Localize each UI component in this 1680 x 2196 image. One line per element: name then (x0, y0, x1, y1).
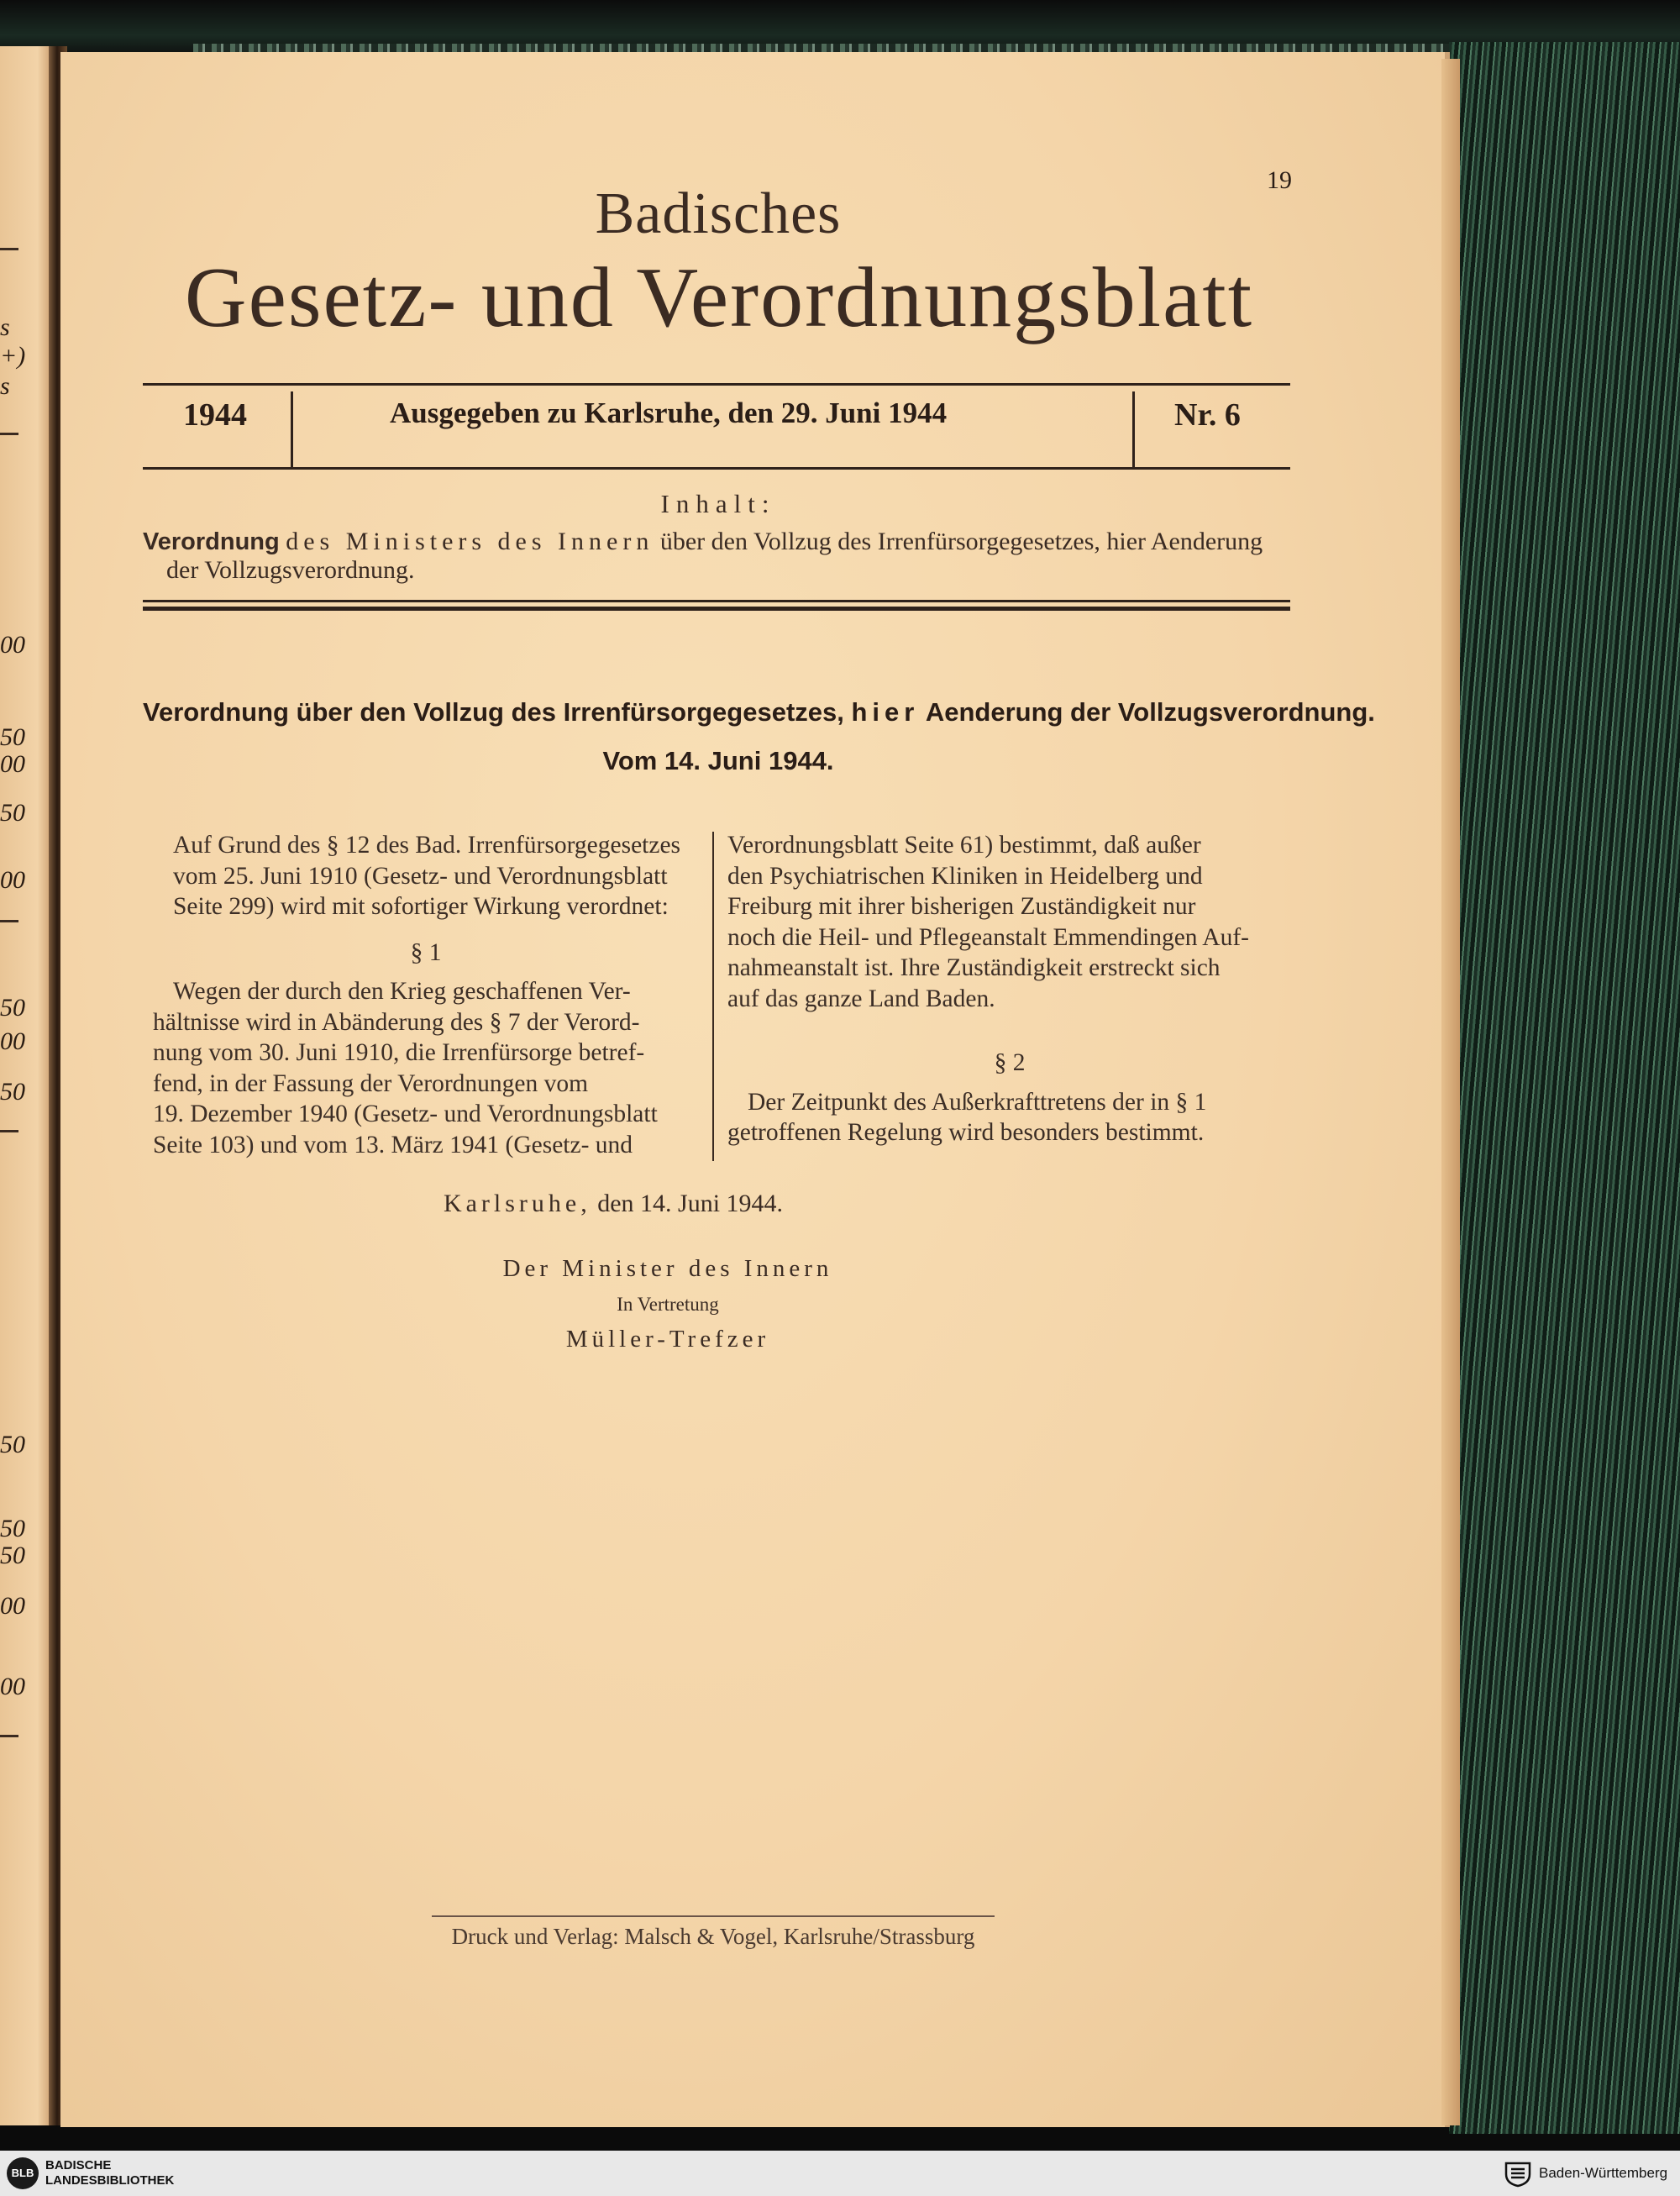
facing-page-fragment: 50 (0, 1515, 25, 1542)
section-1-label: § 1 (410, 938, 442, 966)
preamble: Auf Grund des § 12 des Bad. Irrenfürsorgegesetzes vom 25. Juni 1910 (Gesetz- und Verordnungsblatt Seite 299) wird mit sofortiger Wirkung verordnet: (173, 832, 681, 920)
library-name[interactable]: BADISCHE LANDESBIBLIOTHEK (45, 2158, 175, 2188)
facing-page-fragment: 50 (0, 723, 25, 751)
facing-page-fragment: 00 (0, 1027, 25, 1055)
ordinance-right-column (727, 830, 1292, 1148)
library-attribution-bar (0, 2151, 1680, 2196)
facing-page-fragment: s (0, 313, 10, 341)
book-cover-right (1449, 42, 1680, 2134)
section-1-text: Wegen der durch den Krieg geschaffenen Ver- hältnisse wird in Abänderung des § 7 der Verord- nung vom 30. Juni 1910, die Irrenfürsorge betref- fend, in der Fassung der Verordnungen vom 19. Dezember 1940 (Gesetz- und Verordnungsblatt Seite 103) und vom 13. März 1941 (Gesetz- und (153, 978, 658, 1158)
ordinance-heading: Verordnung über den Vollzug des Irrenfürsorgegesetzes, hier Aenderung der Vollzugsverordnung. (143, 697, 1375, 727)
header-rule-top (143, 383, 1290, 386)
header-divider (291, 391, 293, 467)
column-divider (712, 832, 714, 1161)
contents-rule (143, 600, 1290, 602)
facing-page-fragment: s (0, 372, 10, 400)
partner-name[interactable]: Baden-Württemberg (1539, 2165, 1668, 2181)
ordinance-date: Vom 14. Juni 1944. (602, 746, 834, 775)
facing-page-fragment: 00 (0, 1673, 25, 1700)
facing-page-fragment: 50 (0, 994, 25, 1022)
blb-logo-icon[interactable]: BLB (7, 2157, 39, 2189)
contents-label: Inhalt: (660, 489, 776, 518)
state-coat-of-arms-icon (1504, 2161, 1532, 2188)
signatory-title: Der Minister des Innern (502, 1255, 833, 1282)
footer-rule (432, 1915, 995, 1917)
place-and-date: Karlsruhe, den 14. Juni 1944. (443, 1190, 784, 1217)
section-1-continuation: Verordnungsblatt Seite 61) bestimmt, daß außer den Psychiatrischen Kliniken in Heidelberg und Freiburg mit ihrer bisherigen Zuständigkeit nur noch die Heil- und Pflegeanstalt Emmendingen Auf- nahmeanstalt ist. Ihre Zuständigkeit erstreckt sich auf das ganze Land Baden. (727, 832, 1249, 1012)
contents-rule (143, 607, 1290, 611)
section-2-label: § 2 (994, 1049, 1026, 1076)
facing-page-fragment: 00 (0, 631, 25, 659)
facing-page-fragment: 00 (0, 1592, 25, 1620)
header-rule-bottom (143, 467, 1290, 470)
issue-year: 1944 (183, 397, 247, 433)
header-divider (1132, 391, 1135, 467)
facing-page-fragment: 00 (0, 866, 25, 894)
page-number: 19 (1267, 166, 1292, 194)
signatory-deputy: In Vertretung (617, 1294, 719, 1315)
facing-page (0, 46, 54, 2125)
facing-page-fragment: 50 (0, 1431, 25, 1458)
section-2-text: Der Zeitpunkt des Außerkrafttretens der in § 1 getroffenen Regelung wird besonders bestimmt. (727, 1088, 1207, 1146)
facing-page-fragment: 50 (0, 1078, 25, 1106)
facing-page-fragment: 50 (0, 1542, 25, 1569)
masthead-title-line-2: Gesetz- und Verordnungsblatt (184, 250, 1254, 345)
book-cover-top (0, 0, 1680, 59)
ordinance-left-column (153, 830, 699, 1160)
facing-page-fragment: 00 (0, 750, 25, 778)
facing-page-fragment: 50 (0, 799, 25, 827)
facing-page-fragment: +) (0, 342, 26, 370)
imprint-footer: Druck und Verlag: Malsch & Vogel, Karlsruhe/Strassburg (451, 1924, 975, 1949)
masthead-title-line-1: Badisches (595, 181, 842, 246)
issue-date: Ausgegeben zu Karlsruhe, den 29. Juni 1944 (390, 397, 948, 429)
signatory-name: Müller-Trefzer (565, 1326, 770, 1353)
page-edge (1441, 59, 1460, 2125)
issue-number: Nr. 6 (1174, 397, 1241, 433)
contents-entry: Verordnung des Ministers des Innern über den Vollzug des Irrenfürsorgegesetzes, hier Aenderung der Vollzugsverordnung. (143, 528, 1263, 584)
